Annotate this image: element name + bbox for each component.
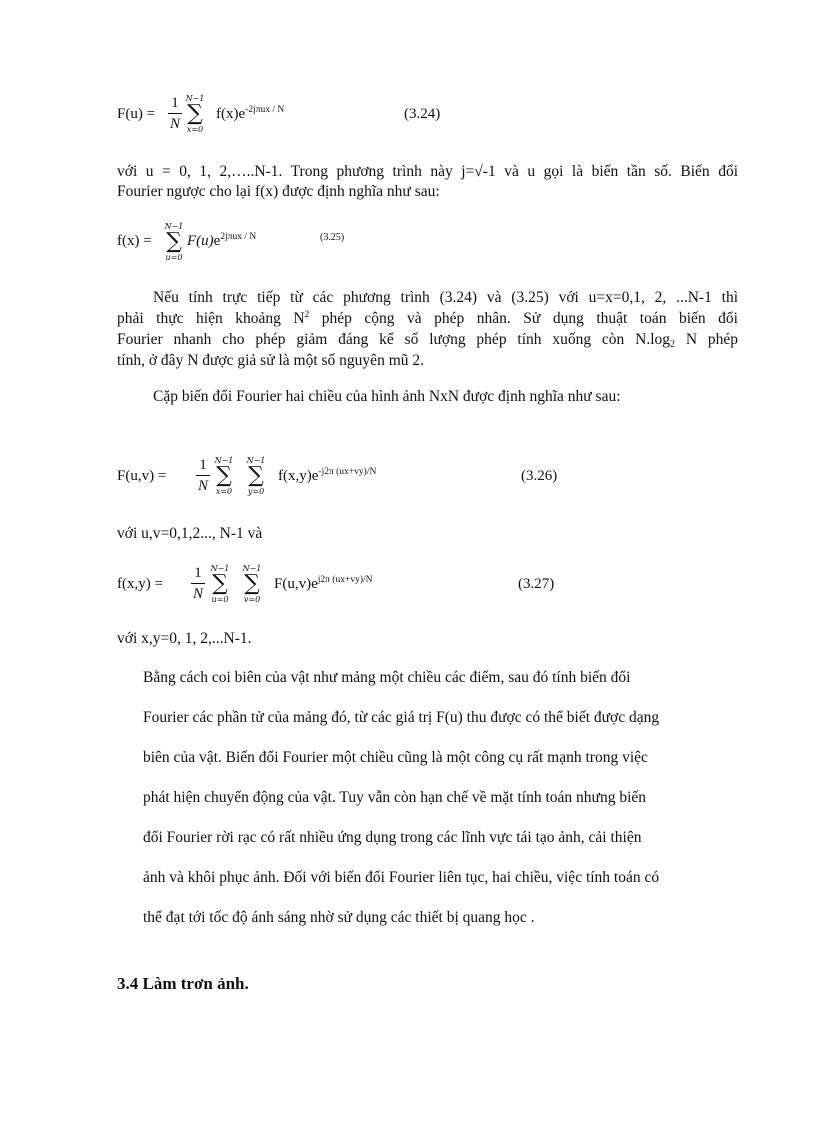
paragraph-line: thể đạt tới tốc độ ánh sáng nhờ sử dụng các thiết bị quang học .	[143, 909, 535, 926]
paragraph-line: phải thực hiện khoảng $N^2$ phép cộng và phép nhân. Sử dụng thuật toán biến đổi	[117, 310, 738, 327]
eq-body: $f(x)e^{-2j\pi ux / N}$	[216, 105, 285, 122]
sum-operator: N−1 ∑ v=0	[242, 564, 262, 604]
paragraph-line: đổi Fourier rời rạc có rất nhiều ứng dụng trong các lĩnh vực tái tạo ảnh, cải thiện	[143, 829, 642, 846]
sum-operator: N−1 ∑ x=0	[185, 94, 205, 134]
paragraph-line: với u,v=0,1,2..., N-1 và	[117, 525, 263, 542]
sum-operator: N−1 ∑ x=0	[214, 456, 234, 496]
paragraph-line: Cặp biến đổi Fourier hai chiều của hình ảnh NxN được định nghĩa như sau:	[153, 388, 621, 405]
eq-lhs: f(x) =	[117, 233, 152, 249]
eq-lhs: F(u,v) =	[117, 468, 167, 484]
paragraph-line: tính, ở đây N được giả sử là một số nguyên mũ 2.	[117, 352, 424, 369]
paragraph-line: Fourier ngược cho lại f(x) được định nghĩa như sau:	[117, 183, 440, 200]
eq-lhs: f(x,y) =	[117, 576, 163, 592]
paragraph-line: với x,y=0, 1, 2,...N-1.	[117, 630, 252, 647]
eq-body: $F(u)e^{2j\pi ux / N}$	[187, 232, 257, 249]
sum-operator: N−1 ∑ u=0	[210, 564, 230, 604]
paragraph-line: Bằng cách coi biên của vật như mảng một chiều các điểm, sau đó tính biến đổi	[143, 669, 631, 686]
paragraph-line: ảnh và khôi phục ảnh. Đối với biến đổi Fourier liên tục, hai chiều, việc tính toán có	[143, 869, 660, 886]
paragraph-line: Fourier các phần tử của mảng đó, từ các giá trị F(u) thu được có thể biết được dạng	[143, 709, 660, 726]
equation-number: (3.25)	[320, 232, 345, 243]
sum-operator: N−1 ∑ y=0	[246, 456, 266, 496]
eq-fraction: 1 N	[197, 457, 208, 494]
equation-number: (3.26)	[521, 468, 558, 484]
sum-operator: N−1 ∑ u=0	[164, 222, 184, 262]
eq-fraction: 1 N	[192, 565, 203, 602]
eq-lhs: F(u) =	[117, 106, 156, 122]
paragraph-line: phát hiện chuyển động của vật. Tuy vẫn còn hạn chế về mặt tính toán nhưng biến	[143, 789, 647, 806]
paragraph-line: với u = 0, 1, 2,…..N-1. Trong phương trình này j=√-1 và u gọi là biến tần số. Biến đổi	[117, 163, 738, 180]
paragraph-line: Fourier nhanh cho phép giảm đáng kể số lượng phép tính xuống còn $N.\log_2$ N phép	[117, 331, 739, 350]
equation-number: (3.27)	[518, 576, 555, 592]
paragraph-line: biên của vật. Biến đổi Fourier một chiều cũng là một công cụ rất mạnh trong việc	[143, 749, 648, 766]
section-heading: 3.4 Làm trơn ảnh.	[117, 974, 249, 993]
equation-number: (3.24)	[404, 106, 441, 122]
eq-fraction: 1 N	[169, 95, 180, 132]
eq-body: $F(u,v)e^{j2\pi (ux+vy)/N}$	[274, 575, 373, 592]
paragraph-line: Nếu tính trực tiếp từ các phương trình (3.24) và (3.25) với u=x=0,1, 2, ...N-1 thì	[153, 289, 738, 306]
eq-body: $f(x,y)e^{-j2\pi (ux+vy)/N}$	[278, 467, 377, 484]
